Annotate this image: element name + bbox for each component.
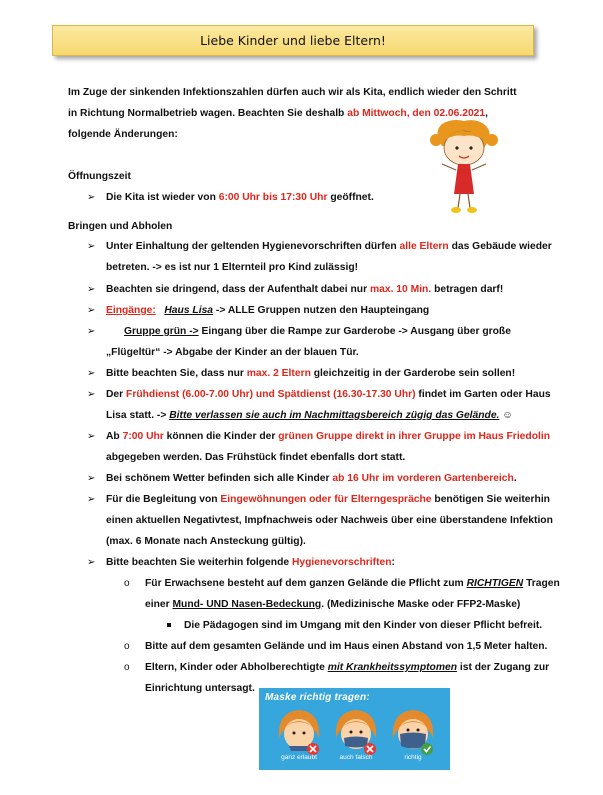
arrow-bullet-icon: ➢: [87, 326, 96, 337]
hygiene-item-3: Eltern, Kinder oder Abholberechtigte mit Krankheitssymptomen ist der Zugang zur: [145, 662, 550, 673]
intro-line-3: folgende Änderungen:: [68, 129, 178, 140]
hygiene-item-1: Für Erwachsene besteht auf dem ganzen Gelände die Pflicht zum RICHTIGEN Tragen: [145, 578, 560, 589]
page-title: Liebe Kinder und liebe Eltern!: [200, 33, 386, 48]
hygiene-item-3-cont: Einrichtung untersagt.: [145, 683, 255, 694]
section-heading-oeffnungszeit: Öffnungszeit: [68, 171, 131, 182]
circle-bullet-icon: o: [124, 662, 130, 673]
title-banner: [52, 25, 534, 56]
bringen-item-4-cont: „Flügeltür“ -> Abgabe der Kinder an der blauen Tür.: [106, 347, 359, 358]
bringen-item-9: Für die Begleitung von Eingewöhnungen oder für Elterngespräche benötigen Sie weiterhin: [106, 494, 550, 505]
mask-caption-3: richtig: [404, 754, 422, 761]
bringen-item-3: Eingänge: Haus Lisa -> ALLE Gruppen nutzen den Haupteingang: [106, 305, 430, 316]
bringen-item-10: Bitte beachten Sie weiterhin folgende Hygienevorschriften:: [106, 557, 395, 568]
circle-bullet-icon: o: [124, 578, 130, 589]
intro-line-1: Im Zuge der sinkenden Infektionszahlen dürfen auch wir als Kita, endlich wieder den Schritt: [68, 87, 517, 98]
arrow-bullet-icon: ➢: [87, 241, 96, 252]
bringen-item-6: Der Frühdienst (6.00-7.00 Uhr) und Spätdienst (16.30-17.30 Uhr) findet im Garten oder Haus: [106, 389, 551, 400]
bringen-item-1: Unter Einhaltung der geltenden Hygienevorschriften dürfen alle Eltern das Gebäude wieder: [106, 241, 552, 252]
arrow-bullet-icon: ➢: [87, 389, 96, 400]
section-heading-bringen: Bringen und Abholen: [68, 221, 173, 232]
bringen-item-5: Bitte beachten Sie, dass nur max. 2 Eltern gleichzeitig in der Garderobe sein sollen!: [106, 368, 516, 379]
bringen-item-1-cont: betreten. -> es ist nur 1 Elternteil pro Kind zulässig!: [106, 262, 359, 273]
mask-caption-2: auch falsch: [339, 754, 373, 761]
circle-bullet-icon: o: [124, 641, 130, 652]
arrow-bullet-icon: ➢: [87, 473, 96, 484]
arrow-bullet-icon: ➢: [87, 284, 96, 295]
girl-illustration: [428, 118, 500, 216]
oeffnungszeit-text: Die Kita ist wieder von 6:00 Uhr bis 17:30 Uhr geöffnet.: [106, 192, 374, 203]
arrow-bullet-icon: ➢: [87, 557, 96, 568]
arrow-bullet-icon: ➢: [87, 494, 96, 505]
hygiene-item-2: Bitte auf dem gesamten Gelände und im Haus einen Abstand von 1,5 Meter halten.: [145, 641, 548, 652]
bringen-item-7-cont: abgegeben werden. Das Frühstück findet ebenfalls dort statt.: [106, 452, 406, 463]
smiley-icon: ☺: [499, 410, 513, 421]
arrow-bullet-icon: ➢: [87, 192, 96, 203]
bringen-item-7: Ab 7:00 Uhr können die Kinder der grünen Gruppe direkt in ihrer Gruppe im Haus Friedolin: [106, 431, 550, 442]
hygiene-item-1-note: Die Pädagogen sind im Umgang mit den Kinder von dieser Pflicht befreit.: [184, 620, 543, 631]
bringen-item-9-cont-1: einen aktuellen Negativtest, Impfnachweis oder Nachweis über eine überstandene Infektion: [106, 515, 553, 526]
mask-image-title: Maske richtig tragen:: [265, 692, 370, 703]
bringen-item-2: Beachten sie dringend, dass der Aufenthalt dabei nur max. 10 Min. betragen darf!: [106, 284, 504, 295]
mask-info-image: [259, 688, 450, 770]
arrow-bullet-icon: ➢: [87, 305, 96, 316]
bringen-item-6-cont: Lisa statt. -> Bitte verlassen sie auch im Nachmittagsbereich zügig das Gelände. ☺: [106, 410, 513, 421]
mask-caption-1: ganz erlaubt: [281, 754, 317, 761]
hygiene-item-1-cont: einer Mund- UND Nasen-Bedeckung. (Medizinische Maske oder FFP2-Maske): [145, 599, 521, 610]
bringen-item-4: Gruppe grün -> Eingang über die Rampe zur Garderobe -> Ausgang über große: [124, 326, 511, 337]
arrow-bullet-icon: ➢: [87, 368, 96, 379]
arrow-bullet-icon: ➢: [87, 431, 96, 442]
bringen-item-9-cont-2: (max. 6 Monate nach Ansteckung gültig).: [106, 536, 306, 547]
square-bullet-icon: [167, 623, 171, 627]
intro-line-2: in Richtung Normalbetrieb wagen. Beachten Sie deshalb ab Mittwoch, den 02.06.2021,: [68, 108, 489, 119]
bringen-item-8: Bei schönem Wetter befinden sich alle Kinder ab 16 Uhr im vorderen Gartenbereich.: [106, 473, 517, 484]
